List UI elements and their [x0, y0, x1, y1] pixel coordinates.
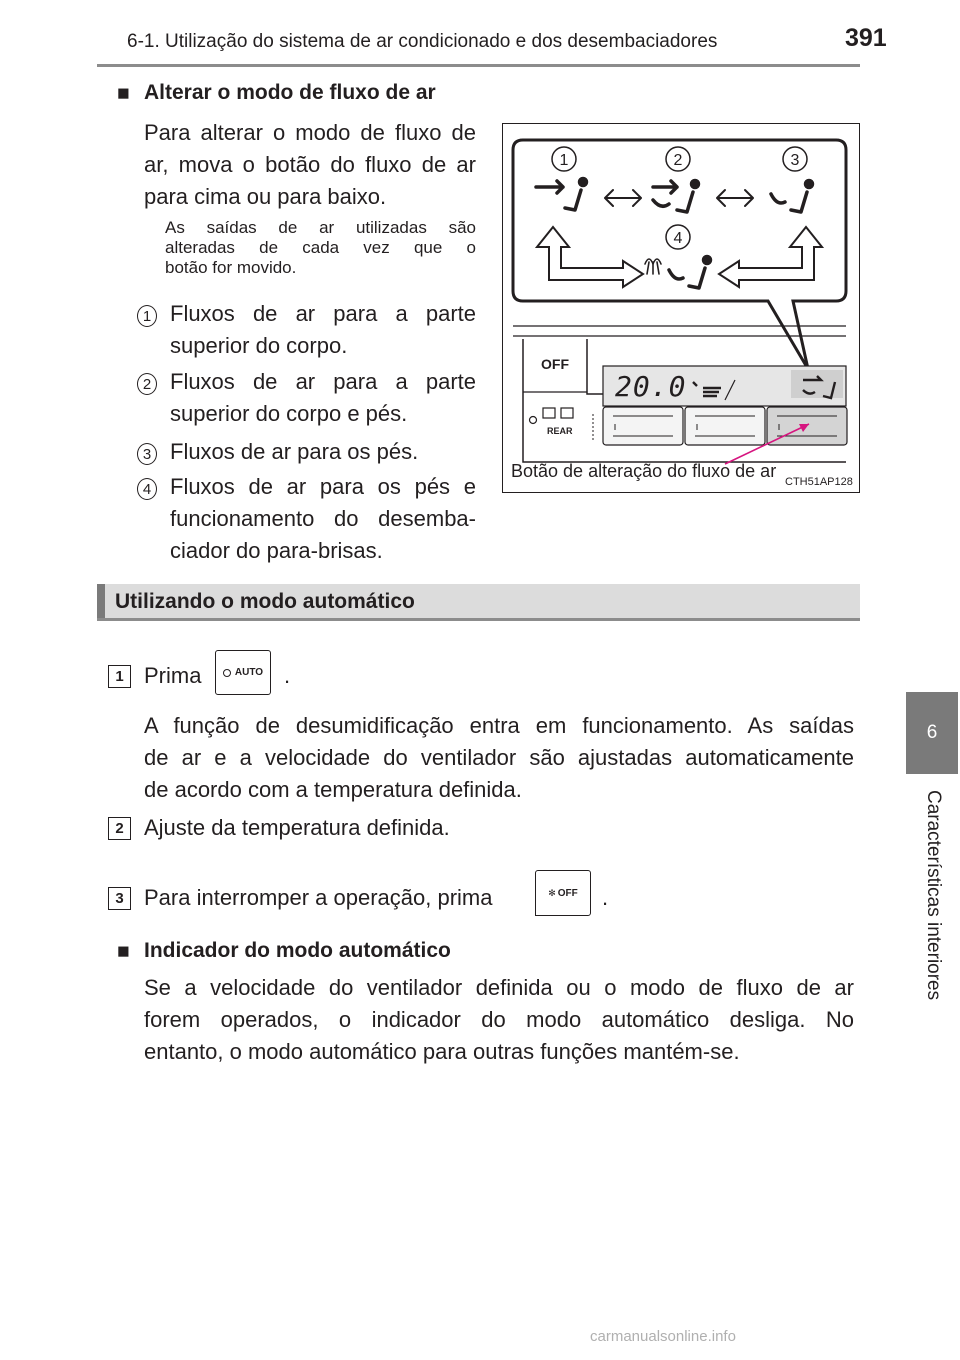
step-number-3: 3: [108, 887, 131, 910]
airflow-item-line: Fluxos de ar para a parte: [170, 369, 476, 394]
airflow-section-title: Alterar o modo de fluxo de ar: [144, 81, 436, 104]
auto-indicator-line: Se a velocidade do ventilador definida ou o modo de fluxo de ar: [144, 975, 854, 1000]
step-number-2: 2: [108, 817, 131, 840]
step-1-description-line: de acordo com a temperatura definida.: [144, 777, 522, 802]
airflow-item-3: [170, 436, 476, 468]
airflow-diagram: [503, 124, 858, 491]
airflow-item-line: funcionamento do desemba-: [170, 506, 476, 531]
bullet-square: ■: [117, 82, 130, 105]
figure-caption: Botão de alteração do fluxo de ar: [511, 461, 777, 481]
fan-icon: ✻: [548, 887, 556, 898]
auto-indicator-description: [144, 972, 854, 1068]
airflow-item-line: ciador do para-brisas.: [170, 538, 383, 563]
rear-label: REAR: [547, 426, 573, 436]
callout-number-4: 4: [673, 230, 683, 247]
airflow-intro: [144, 117, 476, 213]
airflow-intro-line: Para alterar o modo de fluxo de: [144, 120, 476, 145]
item-number-4: 4: [137, 478, 157, 500]
auto-indicator-line: forem operados, o indicador do modo automático desliga. No: [144, 1007, 854, 1032]
airflow-note-line: botão for movido.: [165, 258, 297, 277]
step-3-period: .: [602, 885, 609, 910]
auto-indicator-line: entanto, o modo automático para outras funções mantém-se.: [144, 1039, 740, 1064]
page-number: 391: [845, 24, 887, 52]
step-number-1: 1: [108, 665, 131, 688]
temperature-readout: 20.0: [615, 370, 687, 403]
airflow-note-line: alteradas de cada vez que o: [165, 238, 476, 257]
step-1-period: .: [284, 663, 291, 688]
auto-button-label: AUTO: [234, 667, 264, 678]
airflow-note-line: As saídas de ar utilizadas são: [165, 218, 476, 237]
item-number-2: 2: [137, 373, 157, 395]
step-1-description-line: de ar e a velocidade do ventilador são ajustadas automaticamente: [144, 745, 854, 770]
header-divider: [97, 64, 860, 67]
airflow-item-line: superior do corpo.: [170, 333, 348, 358]
airflow-note: [165, 218, 476, 278]
chapter-side-label: [898, 790, 960, 1100]
callout-number-3: 3: [790, 152, 800, 169]
airflow-item-line: Fluxos de ar para os pés e: [170, 474, 476, 499]
auto-indicator-title: Indicador do modo automático: [144, 939, 451, 962]
chapter-side-label-text: Características interiores: [923, 790, 944, 1001]
auto-mode-section-title: Utilizando o modo automático: [115, 590, 415, 613]
callout-balloon: [513, 140, 846, 369]
step-3-text: Para interromper a operação, prima: [144, 885, 493, 910]
airflow-item-line: Fluxos de ar para os pés.: [170, 439, 419, 464]
mirror-defrost-icon: [561, 408, 573, 418]
section-header-marker: [97, 584, 105, 618]
item-number-3: 3: [137, 443, 157, 465]
auto-mode-section-header: [97, 584, 860, 621]
item-number-1: 1: [137, 305, 157, 327]
figure-code: CTH51AP128: [785, 476, 853, 488]
airflow-item-4: [170, 471, 476, 567]
step-1-description: [144, 710, 854, 806]
callout-number-1: 1: [559, 152, 569, 169]
callout-number-2: 2: [673, 152, 683, 169]
airflow-item-2: [170, 366, 476, 430]
indicator-light-icon: [223, 669, 231, 677]
chapter-tab[interactable]: 6: [906, 692, 958, 774]
auto-button-icon: [215, 650, 271, 695]
watermark: carmanualsonline.info: [590, 1328, 736, 1345]
airflow-intro-line: ar, mova o botão do fluxo de ar: [144, 152, 476, 177]
airflow-item-1: [170, 298, 476, 362]
off-button-icon: [535, 870, 591, 916]
airflow-control-figure: [502, 123, 860, 493]
step-1-text: Prima: [144, 663, 202, 688]
rear-defrost-icon: [543, 408, 555, 418]
chapter-header-title: 6-1. Utilização do sistema de ar condicionado e dos desembaciadores: [127, 31, 718, 52]
off-button-label-text: OFF: [557, 887, 578, 899]
step-2-text: Ajuste da temperatura definida.: [144, 815, 450, 840]
bullet-square: ■: [117, 940, 130, 963]
airflow-intro-line: para cima ou para baixo.: [144, 184, 387, 209]
airflow-item-line: Fluxos de ar para a parte: [170, 301, 476, 326]
airflow-item-line: superior do corpo e pés.: [170, 401, 408, 426]
step-1-description-line: A função de desumidificação entra em funcionamento. As saídas: [144, 713, 854, 738]
off-button-label: OFF: [541, 356, 569, 372]
